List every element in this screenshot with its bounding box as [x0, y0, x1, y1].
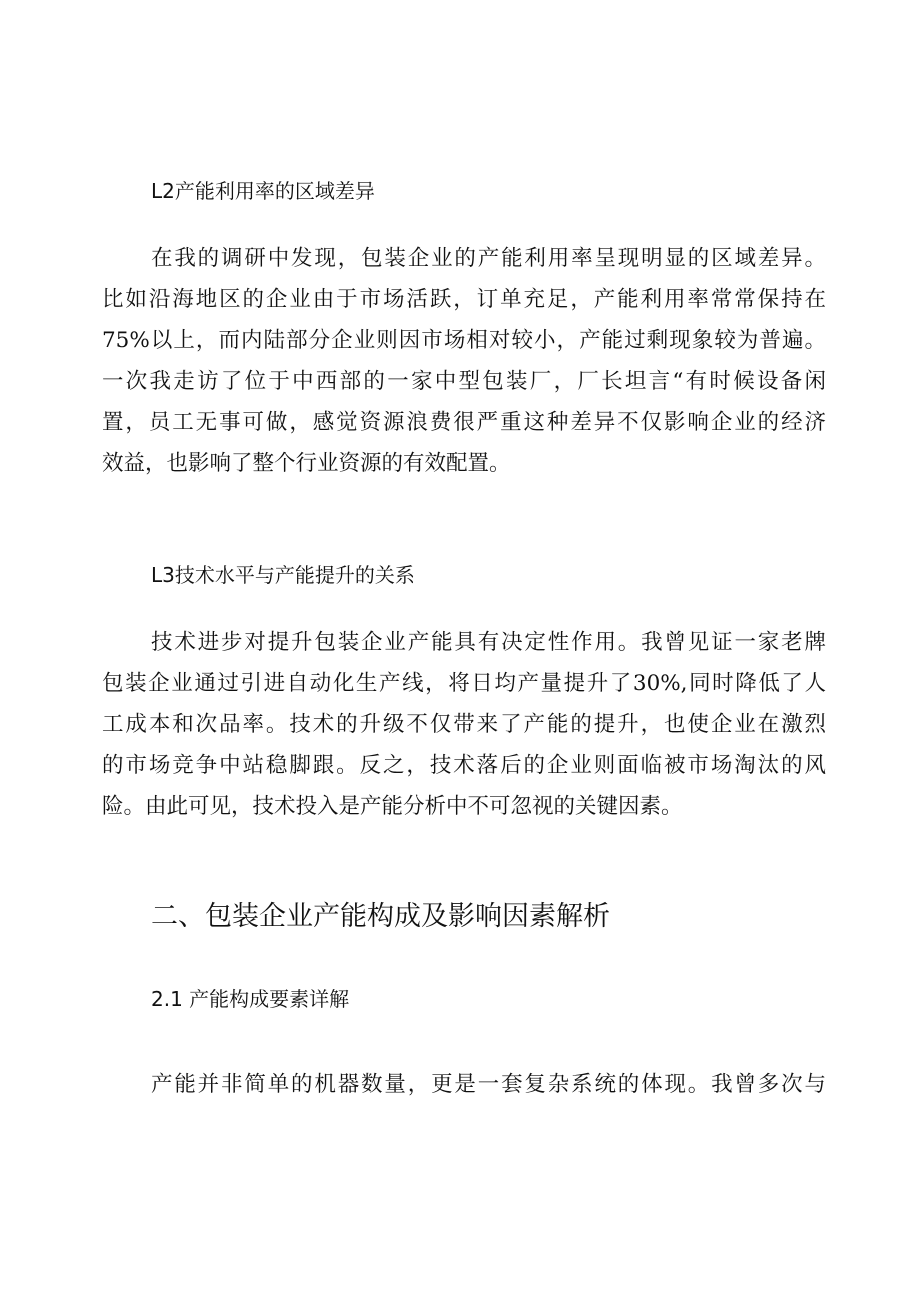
paragraph-line: 险。由此可见，技术投入是产能分析中不可忽视的关键因素。 — [102, 794, 683, 819]
paragraph-technology — [102, 622, 826, 827]
paragraph-line: 一次我走访了位于中西部的一家中型包装厂，厂长坦言“有时候设备闲 — [102, 369, 826, 394]
section-heading-1-3: L3技术水平与产能提升的关系 — [151, 563, 415, 587]
paragraph-line: 产能并非简单的机器数量，更是一套复杂系统的体现。我曾多次与 — [151, 1072, 826, 1097]
paragraph-line: 技术进步对提升包装企业产能具有决定性作用。我曾见证一家老牌 — [151, 630, 826, 655]
chapter-heading-2: 二、包装企业产能构成及影响因素解析 — [151, 901, 610, 932]
paragraph-line: 置，员工无事可做，感觉资源浪费很严重这种差异不仅影响企业的经济 — [102, 410, 826, 435]
paragraph-regional-difference — [102, 238, 826, 484]
paragraph-line: 在我的调研中发现，包装企业的产能利用率呈现明显的区域差异。 — [151, 246, 826, 271]
section-heading-1-2: L2产能利用率的区域差异 — [151, 179, 375, 203]
paragraph-line: 包装企业通过引进自动化生产线，将日均产量提升了30%,同时降低了人 — [102, 671, 826, 696]
paragraph-line: 效益，也影响了整个行业资源的有效配置。 — [102, 451, 511, 476]
paragraph-capacity-composition — [102, 1064, 826, 1105]
paragraph-line: 75%以上，而内陆部分企业则因市场相对较小，产能过剩现象较为普遍。 — [102, 328, 826, 353]
paragraph-line: 的市场竞争中站稳脚跟。反之，技术落后的企业则面临被市场淘汰的风 — [102, 753, 826, 778]
paragraph-line: 比如沿海地区的企业由于市场活跃，订单充足，产能利用率常常保持在 — [102, 287, 826, 312]
paragraph-line: 工成本和次品率。技术的升级不仅带来了产能的提升，也使企业在激烈 — [102, 712, 826, 737]
section-heading-2-1: 2.1 产能构成要素详解 — [151, 987, 350, 1011]
